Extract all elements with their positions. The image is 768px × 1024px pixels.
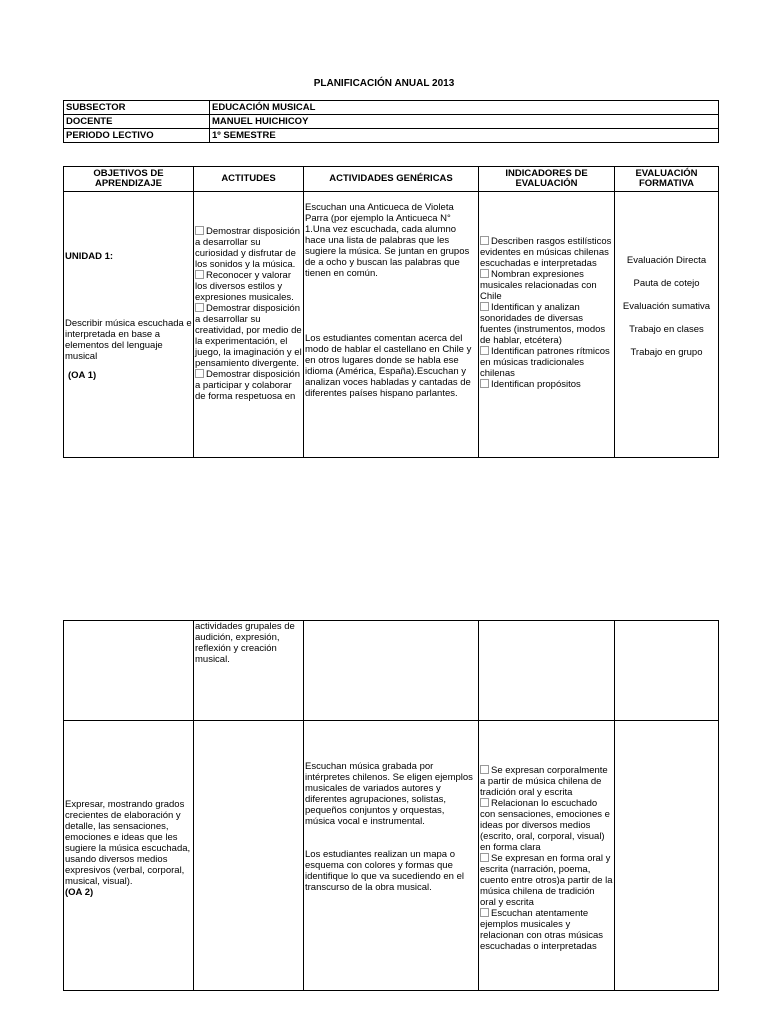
list-item: Reconocer y valorar los diversos estilos y expresiones musicales.: [195, 270, 294, 303]
evaluacion-item: Trabajo en clases: [629, 324, 704, 335]
list-item: Se expresan en forma oral y escrita (narración, poema, cuento entre otros)a partir de la música chilena de tradición oral y escrita: [480, 853, 613, 908]
list-item: Demostrar disposición a participar y colaborar de forma respetuosa en: [195, 369, 300, 402]
actividades-cell: [304, 721, 479, 991]
objetivo-cell: [64, 192, 194, 458]
unidad-label: UNIDAD 1:: [65, 251, 114, 262]
objetivo-text: Expresar, mostrando grados crecientes de elaboración y detalle, las sensaciones, emociones e ideas que les sugiere la música escuchada, usando diversos medios expresivos (verbal, corporal, musical, visual).: [65, 799, 191, 887]
header-actividades: ACTIVIDADES GENÉRICAS: [304, 167, 479, 192]
evaluacion-item: Trabajo en grupo: [630, 347, 703, 358]
actividad-text: Escuchan música grabada por intérpretes chilenos. Se eligen ejemplos musicales de variados autores y diferentes agrupaciones, solistas, pequeños conjuntos y orquestas, música vocal e instrumental.: [305, 761, 473, 827]
checkbox-bullet-icon: [480, 236, 489, 245]
table-row: [64, 621, 719, 721]
evaluacion-item: Evaluación Directa: [626, 255, 707, 266]
checkbox-bullet-icon: [195, 369, 204, 378]
checkbox-bullet-icon: [480, 908, 489, 917]
checkbox-bullet-icon: [195, 226, 204, 235]
info-value: MANUEL HUICHICOY: [210, 115, 719, 129]
list-item: Identifican propósitos: [480, 379, 613, 390]
evaluacion-item: Evaluación sumativa: [622, 301, 711, 312]
checkbox-bullet-icon: [480, 798, 489, 807]
info-row: [64, 129, 719, 143]
indicadores-cell: [479, 621, 615, 721]
table-row: [64, 192, 719, 458]
planning-table-page2: [63, 620, 719, 991]
checkbox-bullet-icon: [480, 853, 489, 862]
actividad-text: Los estudiantes comentan acerca del modo de hablar el castellano en Chile y en otros lugares donde se habla ese idioma (América, España).Escuchan y analizan voces habladas y cantadas de diferentes países hispano parlantes.: [305, 333, 472, 399]
objetivo-cell: [64, 621, 194, 721]
table-header-row: [64, 167, 719, 192]
list-item: Demostrar disposición a desarrollar su creatividad, por medio de la experimentación, el juego, la imaginación y el pensamiento divergente.: [195, 303, 302, 369]
info-row: [64, 101, 719, 115]
evaluacion-cell: [615, 621, 719, 721]
actividad-text: Escuchan una Anticueca de Violeta Parra (por ejemplo la Anticueca N° 1.Una vez escuchada, cada alumno hace una lista de palabras que les sugiere la música. Se juntan en grupos de a ocho y buscan las palabras que tienen en común.: [305, 202, 470, 279]
header-actitudes: ACTITUDES: [194, 167, 304, 192]
list-item: Escuchan atentamente ejemplos musicales y relacionan con otras músicas escuchadas o interpretadas: [480, 908, 604, 952]
actitudes-cell: [194, 621, 304, 721]
header-objetivos: OBJETIVOS DE APRENDIZAJE: [64, 167, 194, 192]
list-item: Relacionan lo escuchado con sensaciones, emociones e ideas por diversos medios (escrito, oral, corporal, visual) en forma clara: [480, 798, 610, 853]
list-item: Demostrar disposición a desarrollar su curiosidad y disfrutar de los sonidos y la música.: [195, 226, 300, 270]
oa-label: (OA 1): [68, 370, 97, 381]
list-item: Describen rasgos estilísticos evidentes en músicas chilenas escuchadas e interpretadas: [480, 236, 612, 269]
info-value: EDUCACIÓN MUSICAL: [210, 101, 719, 115]
objetivo-cell: [64, 721, 194, 991]
actitudes-continued-text: actividades grupales de audición, expresión, reflexión y creación musical.: [195, 621, 295, 665]
info-label: SUBSECTOR: [64, 101, 210, 115]
planning-table-page1: [63, 166, 719, 458]
objetivo-text: Describir música escuchada e interpretada en base a elementos del lenguaje musical: [65, 318, 192, 362]
checkbox-bullet-icon: [480, 379, 489, 388]
evaluacion-item: Pauta de cotejo: [633, 278, 700, 289]
header-indicadores: INDICADORES DE EVALUACIÓN: [479, 167, 615, 192]
checkbox-bullet-icon: [195, 270, 204, 279]
info-label: PERIODO LECTIVO: [64, 129, 210, 143]
actitudes-cell: [194, 721, 304, 991]
page-title: PLANIFICACIÓN ANUAL 2013: [313, 78, 455, 89]
info-table: [63, 100, 719, 143]
info-label: DOCENTE: [64, 115, 210, 129]
actitudes-cell: [194, 192, 304, 458]
actividad-text: Los estudiantes realizan un mapa o esquema con colores y formas que identifique lo que va sucediendo en el transcurso de la obra musical.: [305, 849, 464, 893]
checkbox-bullet-icon: [480, 269, 489, 278]
checkbox-bullet-icon: [480, 302, 489, 311]
header-evaluacion: EVALUACIÓN FORMATIVA: [615, 167, 719, 192]
info-value: 1º SEMESTRE: [210, 129, 719, 143]
checkbox-bullet-icon: [195, 303, 204, 312]
list-item: Nombran expresiones musicales relacionadas con Chile: [480, 269, 597, 302]
list-item: Identifican y analizan sonoridades de diversas fuentes (instrumentos, modos de hablar, etcétera): [480, 302, 606, 346]
info-row: [64, 115, 719, 129]
checkbox-bullet-icon: [480, 765, 489, 774]
actividades-cell: [304, 621, 479, 721]
table-row: [64, 721, 719, 991]
actividades-cell: [304, 192, 479, 458]
evaluacion-cell: [615, 192, 719, 458]
evaluacion-cell: [615, 721, 719, 991]
indicadores-cell: [479, 721, 615, 991]
list-item: Se expresan corporalmente a partir de música chilena de tradición oral y escrita: [480, 765, 608, 798]
checkbox-bullet-icon: [480, 346, 489, 355]
indicadores-cell: [479, 192, 615, 458]
oa-label: (OA 2): [65, 887, 94, 898]
list-item: Identifican patrones rítmicos en músicas tradicionales chilenas: [480, 346, 610, 379]
